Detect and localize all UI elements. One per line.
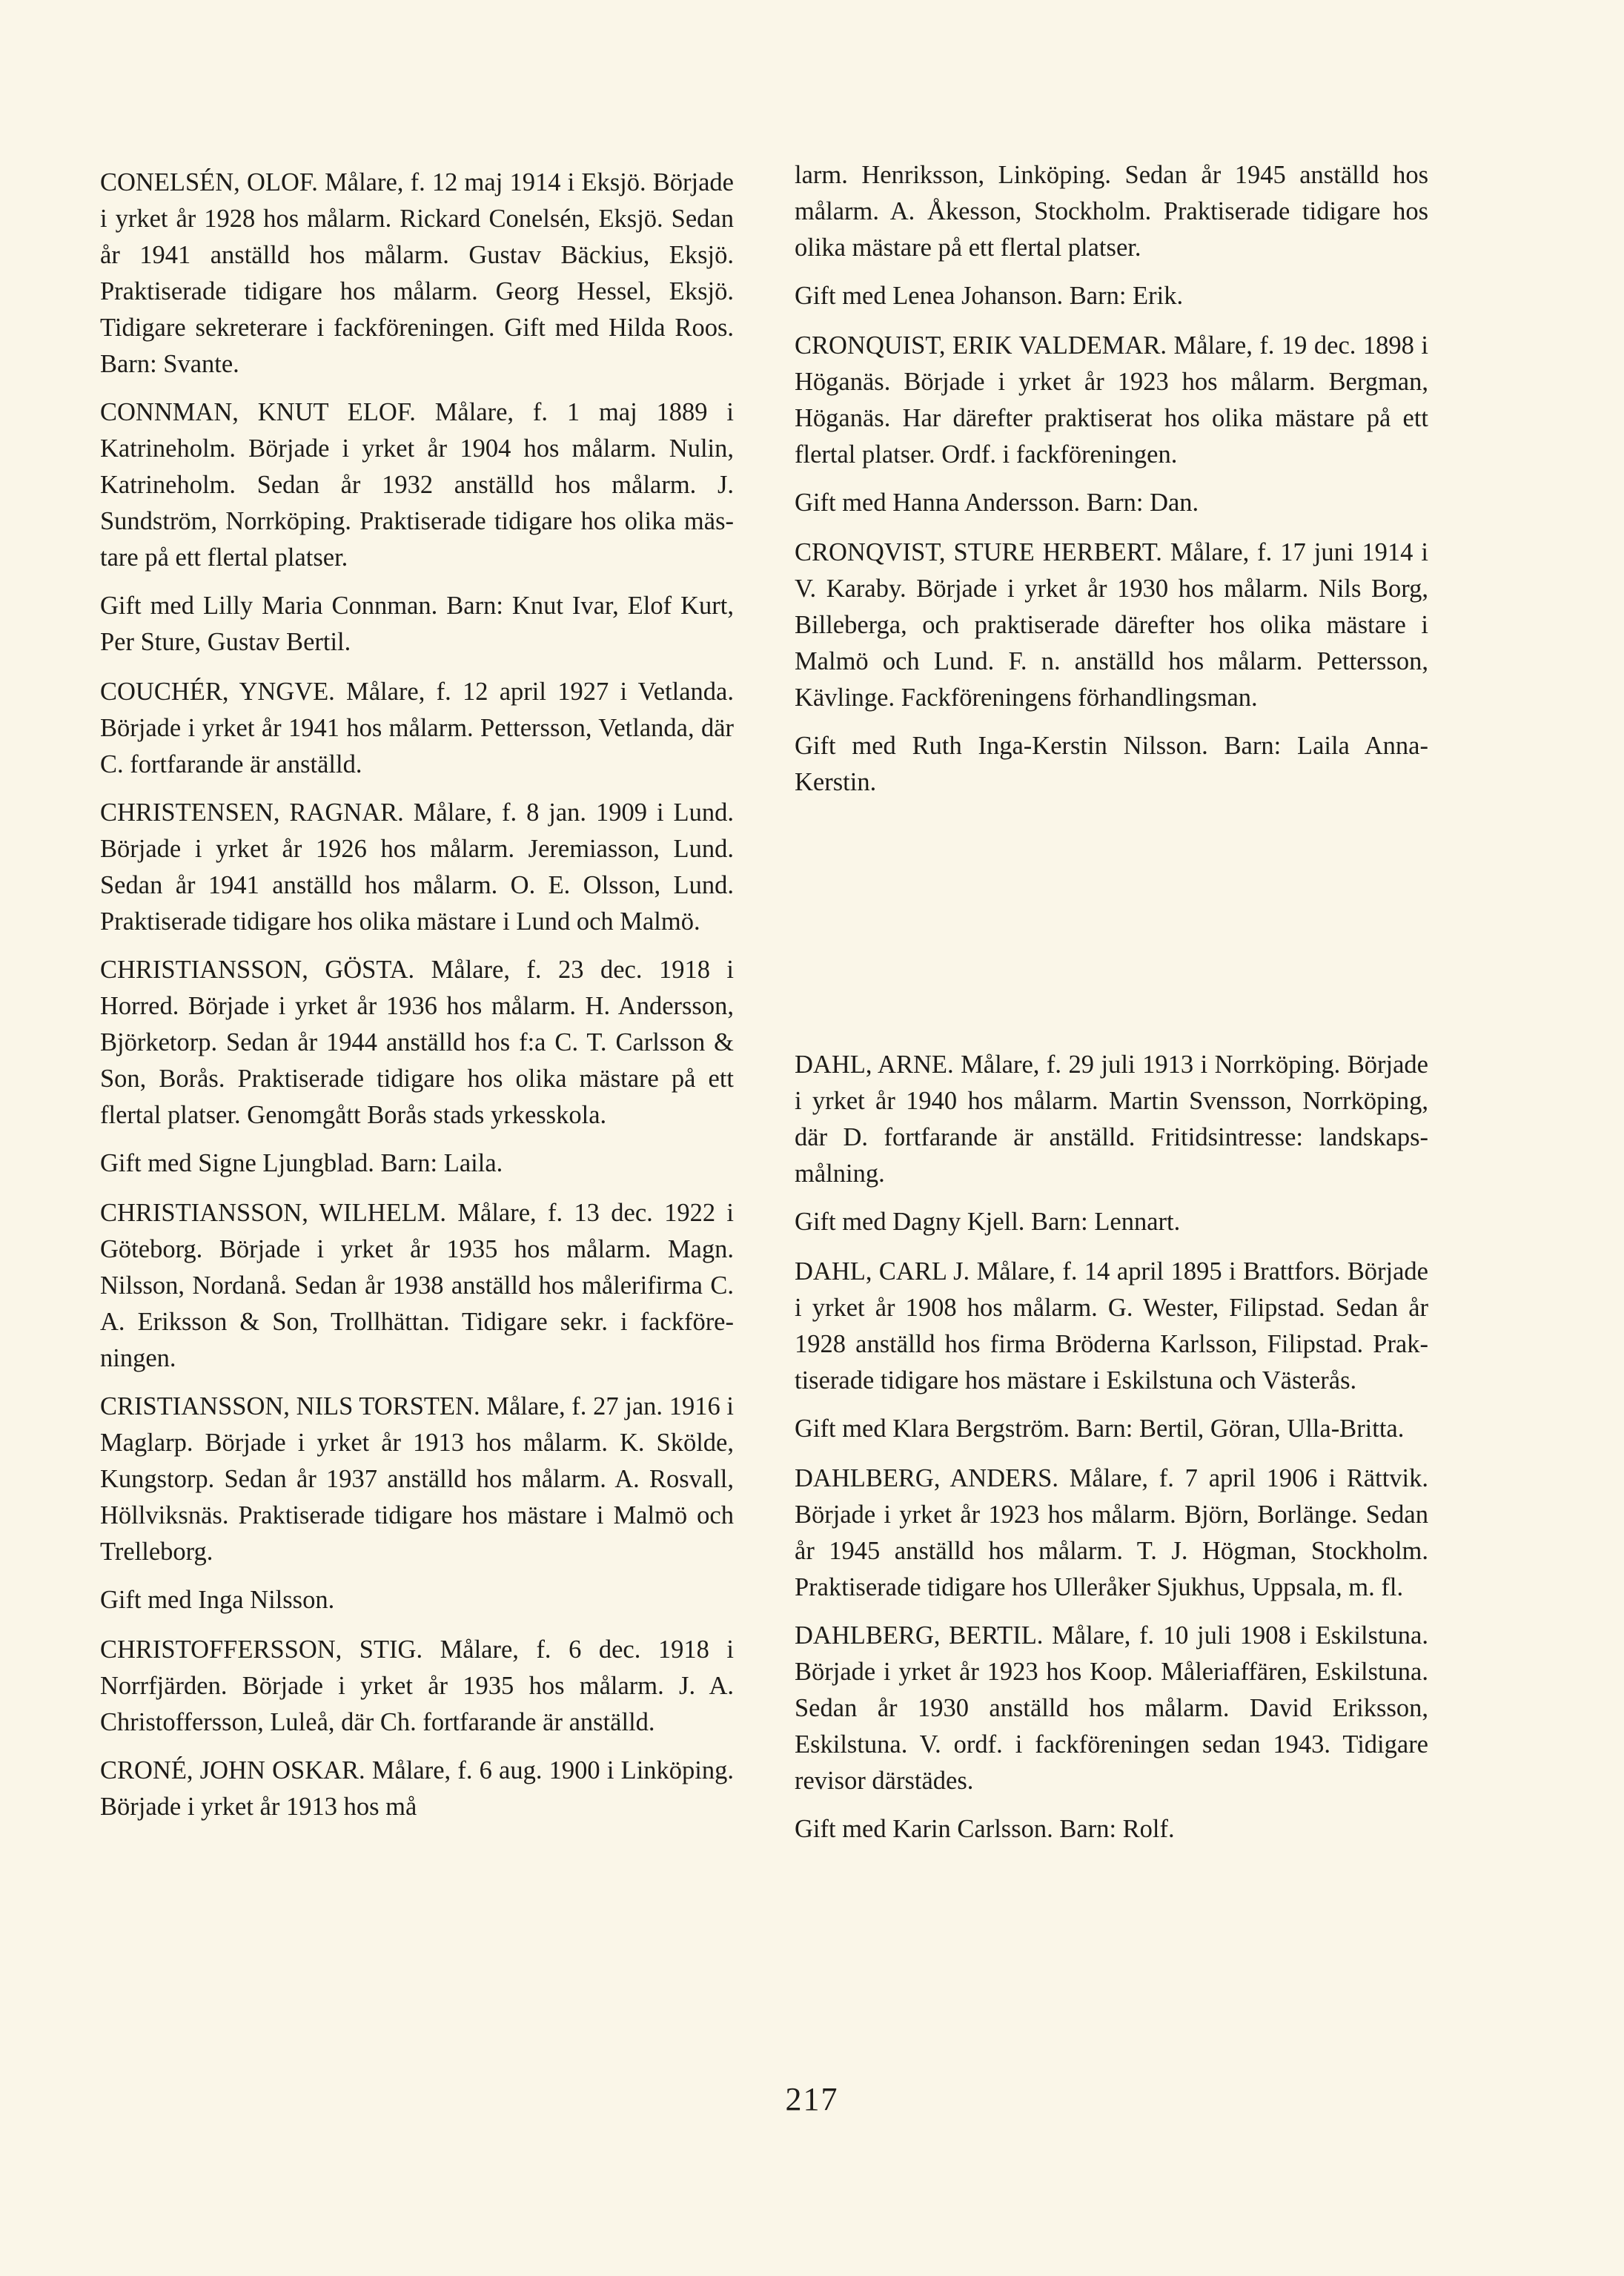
entry-christiansson-gosta: CHRISTIANSSON, GÖSTA. Målare, f. 23 dec. 1918 i Horred. Började i yrket år 1936 hos målarm. H. Andersson, Björketorp. Sedan år 1944 anställd hos f:a C. T. Carlsson & Son, Borås. Praktiserade tidigare hos olika mästare på ett flertal platser. Genomgått Borås stads yrkesskola. — [100, 956, 734, 1129]
entry-dahl-arne-family: Gift med Dagny Kjell. Barn: Lennart. — [795, 1208, 1181, 1236]
entry-conelsen-olof: CONELSÉN, OLOF. Målare, f. 12 maj 1914 i Eksjö. Började i yrket år 1928 hos målarm. Rickard Conelsén, Eksjö. Sedan år 1941 anställd hos målarm. Gustav Bäckius, Eksjö. Praktiserade tidigare hos målarm. Georg Hessel, Eksjö. Tidigare sekreterare i fackföreningen. Gift med Hilda Roos. Barn: Svante. — [100, 168, 734, 378]
entry-cronquist-family: Gift med Hanna Andersson. Barn: Dan. — [795, 489, 1199, 517]
left-column — [100, 165, 734, 1837]
entry-cronquist-erik-valdemar: CRONQUIST, ERIK VALDEMAR. Målare, f. 19 dec. 1898 i Höganäs. Började i yrket år 1923 hos målarm. Bergman, Höganäs. Har därefter praktiserat hos olika mästare på ett flertal platser. Ordf. i fackföreningen. — [795, 331, 1428, 469]
entry-christiansson-gosta-family: Gift med Signe Ljungblad. Barn: Laila. — [100, 1149, 503, 1177]
entry-connman-knut-elof: CONNMAN, KNUT ELOF. Målare, f. 1 maj 1889 i Katrineholm. Började i yrket år 1904 hos målarm. Nulin, Katrineholm. Sedan år 1932 anställd hos målarm. J. Sundström, Norrköping. Praktiserade tidigare hos olika mästare på ett flertal platser. — [100, 398, 734, 572]
page-number: 217 — [785, 2081, 839, 2117]
entry-cristiansson-family: Gift med Inga Nilsson. — [100, 1586, 335, 1614]
entry-cronqvist-sture-herbert: CRONQVIST, STURE HERBERT. Målare, f. 17 juni 1914 i V. Karaby. Började i yrket år 1930 hos målarm. Nils Borg, Billeberga, och praktiserade därefter hos olika mästare i Malmö och Lund. F. n. anställd hos målarm. Pettersson, Kävlinge. Fackföreningens förhandlingsman. — [795, 538, 1428, 712]
entry-crone-family: Gift med Lenea Johanson. Barn: Erik. — [795, 282, 1184, 310]
entry-christensen-ragnar: CHRISTENSEN, RAGNAR. Målare, f. 8 jan. 1909 i Lund. Började i yrket år 1926 hos målarm. Jeremiasson, Lund. Sedan år 1941 anställd hos målarm. O. E. Olsson, Lund. Praktiserade tidigare hos olika mästare i Lund och Malmö. — [100, 798, 734, 936]
right-column-lower — [795, 1047, 1428, 1861]
entry-crone-continued: larm. Henriksson, Linköping. Sedan år 1945 anställd hos målarm. A. Åkesson, Stockholm. Praktiserade tidigare hos olika mästare på ett flertal platser. — [795, 161, 1428, 262]
entry-dahl-carl-family: Gift med Klara Bergström. Barn: Bertil, Göran, Ulla-Britta. — [795, 1415, 1405, 1443]
entry-dahlberg-anders: DAHLBERG, ANDERS. Målare, f. 7 april 1906 i Rättvik. Började i yrket år 1923 hos målarm. Björn, Borlänge. Sedan år 1945 anställd hos målarm. T. J. Högman, Stockholm. Praktiserade tidigare hos Ulleråker Sjukhus, Uppsala, m. fl. — [795, 1464, 1428, 1601]
entry-dahl-carl-j: DAHL, CARL J. Målare, f. 14 april 1895 i Brattfors. Började i yrket år 1908 hos målarm. G. Wester, Filipstad. Sedan år 1928 anställd hos firma Bröderna Karlsson, Filipstad. Praktiserade tidigare hos mästare i Eskilstuna och Västerås. — [795, 1257, 1428, 1395]
entry-christiansson-wilhelm: CHRISTIANSSON, WILHELM. Målare, f. 13 dec. 1922 i Göteborg. Började i yrket år 1935 hos målarm. Magn. Nilsson, Nordanå. Sedan år 1938 anställd hos målerifirma C. A. Eriksson & Son, Trollhättan. Tidigare sekr. i fackföreningen. — [100, 1199, 734, 1372]
entry-cronqvist-family: Gift med Ruth Inga-Kerstin Nilsson. Barn: Laila Anna-Kerstin. — [795, 732, 1428, 796]
right-column-upper — [795, 157, 1428, 814]
entry-dahlberg-bertil: DAHLBERG, BERTIL. Målare, f. 10 juli 1908 i Eskilstuna. Började i yrket år 1923 hos Koop. Måleriaffären, Eskilstuna. Sedan år 1930 anställd hos målarm. David Eriksson, Eskilstuna. V. ordf. i fackföreningen sedan 1943. Tidigare revisor därstädes. — [795, 1621, 1428, 1795]
entry-coucher-yngve: COUCHÉR, YNGVE. Målare, f. 12 april 1927 i Vetlanda. Började i yrket år 1941 hos målarm. Pettersson, Vetlanda, där C. fortfarande är anställd. — [100, 678, 734, 778]
entry-christoffersson-stig: CHRISTOFFERSSON, STIG. Målare, f. 6 dec. 1918 i Norrfjärden. Började i yrket år 1935 hos målarm. J. A. Christoffersson, Luleå, där Ch. fortfarande är anställd. — [100, 1635, 734, 1736]
entry-crone-john-oskar: CRONÉ, JOHN OSKAR. Målare, f. 6 aug. 1900 i Linköping. Började i yrket år 1913 hos må — [100, 1756, 734, 1821]
entry-connman-family: Gift med Lilly Maria Connman. Barn: Knut Ivar, Elof Kurt, Per Sture, Gustav Bertil. — [100, 592, 734, 656]
entry-cristiansson-nils-torsten: CRISTIANSSON, NILS TORSTEN. Målare, f. 27 jan. 1916 i Maglarp. Började i yrket år 1913 hos målarm. K. Skölde, Kungstorp. Sedan år 1937 anställd hos målarm. A. Rosvall, Höllviksnäs. Praktiserade tidigare hos mästare i Malmö och Trelleborg. — [100, 1392, 734, 1566]
entry-dahlberg-bertil-family: Gift med Karin Carlsson. Barn: Rolf. — [795, 1815, 1175, 1843]
entry-dahl-arne: DAHL, ARNE. Målare, f. 29 juli 1913 i Norrköping. Började i yrket år 1940 hos målarm. Martin Svensson, Norrköping, där D. fortfarande är anställd. Fritidsintresse: landskapsmålning. — [795, 1051, 1428, 1188]
